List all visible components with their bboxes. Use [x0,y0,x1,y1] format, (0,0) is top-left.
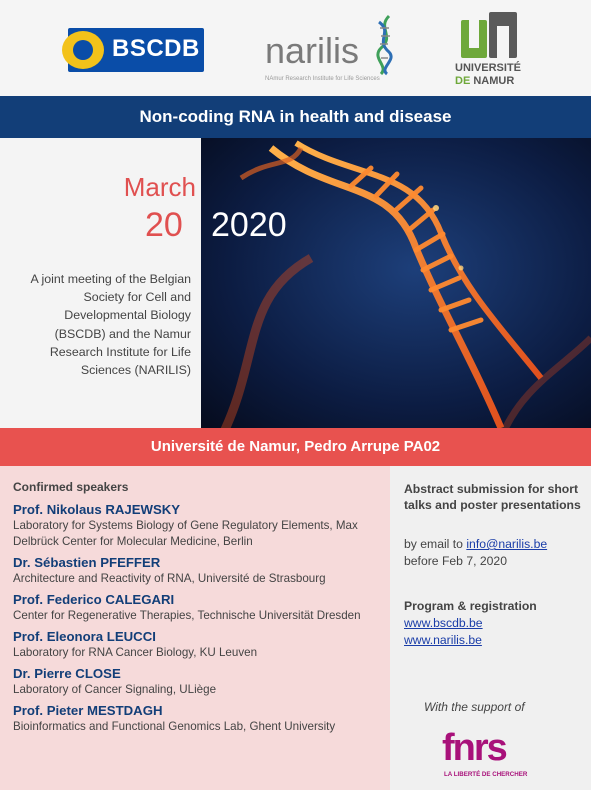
fnrs-logo-text: fnrs [442,727,506,769]
speaker-affiliation: Laboratory of Cancer Signaling, ULiège [13,683,217,696]
narilis-tagline: NAmur Research Institute for Life Sciences [265,76,380,82]
narilis-logo-text: narilis [265,30,360,71]
event-title: Non-coding RNA in health and disease [0,96,591,138]
speaker-name: Prof. Pieter MESTDAGH [13,703,163,718]
fnrs-tagline: LA LIBERTÉ DE CHERCHER [444,771,528,778]
speaker-name: Prof. Federico CALEGARI [13,592,175,607]
bscdb-emblem-icon [62,31,104,69]
speaker-affiliation: Laboratory for Systems Biology of Gene Regulatory Elements, Max Delbrück Center for Molecular Medicine, Berlin [13,519,358,548]
venue: Université de Namur, Pedro Arrupe PA02 [0,428,591,466]
speakers-panel [0,466,390,790]
speaker-name: Dr. Pierre CLOSE [13,666,121,681]
intro-panel [0,138,201,428]
speaker-item [13,628,390,661]
fnrs-logo [442,728,532,786]
speaker-item [13,554,390,587]
date-year: 2020 [211,206,287,244]
unamur-logo [455,12,535,90]
speakers-heading: Confirmed speakers [13,480,129,494]
speaker-item [13,501,390,550]
speaker-item [13,665,390,698]
speaker-name: Prof. Nikolaus RAJEWSKY [13,502,181,517]
narilis-logo [265,14,400,84]
speaker-item [13,702,390,735]
unamur-line2 [455,75,514,87]
program-title: Program & registration [404,599,537,613]
bscdb-logo-text: BSCDB [112,35,200,62]
speaker-affiliation: Bioinformatics and Functional Genomics Lab, Ghent University [13,720,336,733]
bscdb-website-link[interactable]: www.bscdb.be [404,616,483,630]
narilis-website-link[interactable]: www.narilis.be [404,633,482,647]
logo-header [0,0,591,96]
unamur-namur: NAMUR [473,75,515,87]
support-text: With the support of [424,700,525,714]
rna-strand-illustration [201,138,591,428]
unamur-de: DE [455,75,471,87]
abstract-title: Abstract submission for short talks and poster presentations [404,482,581,512]
info-panel [390,466,591,790]
date-day: 20 [145,206,183,244]
speaker-affiliation: Architecture and Reactivity of RNA, Université de Strasbourg [13,572,326,585]
email-link[interactable]: info@narilis.be [466,537,548,551]
speaker-affiliation: Laboratory for RNA Cancer Biology, KU Leuven [13,646,258,659]
unamur-line1: UNIVERSITÉ [455,62,522,74]
abstract-deadline: before Feb 7, 2020 [404,554,507,568]
speaker-name: Prof. Eleonora LEUCCI [13,629,156,644]
speaker-name: Dr. Sébastien PFEFFER [13,555,161,570]
speaker-affiliation: Center for Regenerative Therapies, Technische Universität Dresden [13,609,361,622]
rna-hero-image [201,138,591,428]
bscdb-logo [68,28,204,72]
speaker-item [13,591,390,624]
intro-text: A joint meeting of the Belgian Society for Cell and Developmental Biology (BSCDB) and the Namur Research Institute for Life Sciences (NARILIS) [30,272,191,378]
dna-helix-icon [373,14,399,76]
unamur-mark-icon [461,12,517,58]
date-month: March [123,172,196,202]
email-prefix: by email to [404,537,467,551]
abstract-email-line [404,536,589,552]
